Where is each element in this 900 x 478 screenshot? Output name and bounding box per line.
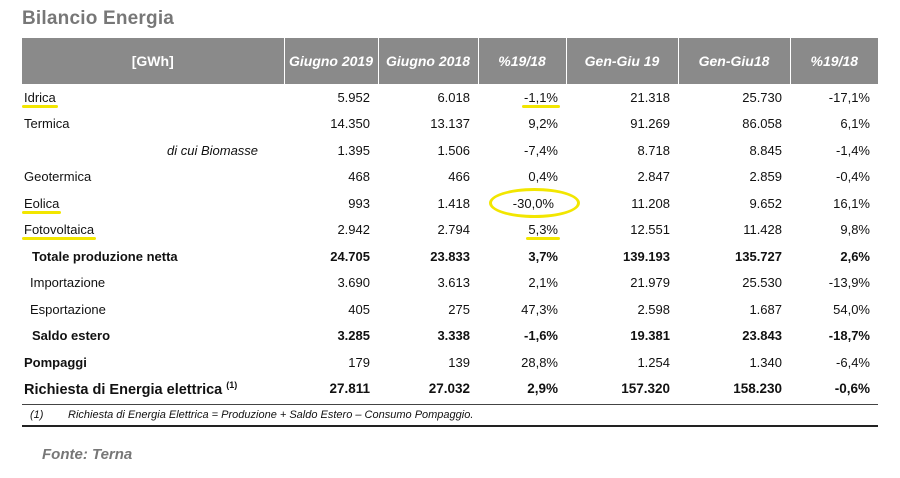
cell: 54,0% [833,301,870,317]
cell: 23.833 [430,248,470,264]
cell: 8.718 [637,142,670,158]
cell: 28,8% [521,354,558,370]
header-pct-month: %19/18 [478,38,566,84]
header-giugno-2019: Giugno 2019 [284,38,378,84]
cell: 468 [348,169,370,185]
footnote-ref: (1) [226,379,238,390]
cell: 139 [448,354,470,370]
cell: 3.613 [437,275,470,291]
cell: 139.193 [623,248,670,264]
row-label: di cui Biomasse [167,142,259,158]
row-label: Esportazione [30,301,106,317]
table-row [22,349,878,376]
cell: 9,2% [528,116,558,132]
cell: 993 [348,195,370,211]
page-title: Bilancio Energia [22,8,175,29]
footnote [30,409,473,421]
table-row-richiesta [22,376,878,403]
cell: 2,9% [527,381,558,397]
cell: 8.845 [749,142,782,158]
energy-balance-table-wrapper [22,38,878,402]
cell: -13,9% [828,275,870,291]
cell: 1.506 [437,142,470,158]
cell: 405 [348,301,370,317]
highlighted-value: -1,1% [524,89,558,105]
highlighted-label-eolica: Eolica [24,195,60,211]
cell: 2.859 [749,169,782,185]
footnote-text: Richiesta di Energia Elettrica = Produzione + Saldo Estero – Consumo Pompaggio. [68,409,474,421]
cell: 14.350 [330,116,370,132]
footnote-number: (1) [30,409,44,421]
row-label: Totale produzione netta [32,248,178,264]
table-row-total [22,243,878,270]
energy-balance-table [22,38,878,402]
footnote-rule-top [22,404,878,405]
header-pct-ytd: %19/18 [790,38,878,84]
cell: -17,1% [828,89,870,105]
cell: 91.269 [630,116,670,132]
cell: 19.381 [630,328,670,344]
header-gen-giu-18: Gen-Giu18 [678,38,790,84]
cell: 179 [348,354,370,370]
row-label [22,376,284,403]
cell: 3.338 [437,328,470,344]
footnote-rule-bottom [22,425,878,427]
circled-value: -30,0% [509,196,558,211]
source-label: Fonte: Terna [42,446,133,463]
cell: 3,7% [528,248,558,264]
cell: 6,1% [840,116,870,132]
table-row [22,190,878,217]
cell: 11.428 [743,222,782,238]
cell: 6.018 [437,89,470,105]
cell: 2,1% [528,275,558,291]
row-label: Geotermica [24,169,92,185]
cell: 1.395 [337,142,370,158]
cell: 16,1% [833,195,870,211]
cell: -7,4% [524,142,558,158]
cell: 27.811 [329,381,370,397]
highlighted-value: 5,3% [528,222,558,238]
cell: 466 [448,169,470,185]
cell: 12.551 [630,222,670,238]
table-row [22,270,878,297]
cell: 9,8% [840,222,870,238]
cell: 275 [448,301,470,317]
highlighted-label-fotovoltaica: Fotovoltaica [24,222,95,238]
cell: 2.794 [437,222,470,238]
cell: -1,6% [524,328,558,344]
cell: 0,4% [528,169,558,185]
cell: 3.690 [337,275,370,291]
cell [478,190,566,217]
table-row [22,84,878,111]
cell: 25.730 [742,89,782,105]
cell: 25.530 [742,275,782,291]
row-label: Importazione [30,275,106,291]
cell: 157.320 [621,381,670,397]
cell: 21.979 [630,275,670,291]
row-label: Pompaggi [24,354,87,370]
row-label [22,190,284,217]
cell: -6,4% [836,354,870,370]
cell: 24.705 [330,248,370,264]
row-label-text: Richiesta di Energia elettrica [24,381,223,398]
table-row [22,137,878,164]
cell: 3.285 [337,328,370,344]
cell: 47,3% [521,301,558,317]
cell: 158.230 [733,381,782,397]
header-gen-giu-19: Gen-Giu 19 [566,38,678,84]
table-row-saldo [22,323,878,350]
cell: -0,6% [834,381,870,397]
table-header-row [22,38,878,84]
cell: 2.942 [337,222,370,238]
row-label [22,217,284,244]
table-row [22,217,878,244]
header-giugno-2018: Giugno 2018 [378,38,478,84]
table-row [22,111,878,138]
cell: 9.652 [749,195,782,211]
cell: -18,7% [828,328,870,344]
row-label [22,84,284,111]
cell: 5.952 [337,89,370,105]
cell: 23.843 [742,328,782,344]
cell: 1.340 [749,354,782,370]
cell: -0,4% [836,169,870,185]
cell: 11.208 [631,195,670,211]
header-unit: [GWh] [131,53,174,69]
cell: 1.687 [749,301,782,317]
cell: 21.318 [630,89,670,105]
row-label: Termica [24,116,70,132]
cell [478,84,566,111]
cell: 1.254 [637,354,670,370]
table-row [22,164,878,191]
cell: 86.058 [742,116,782,132]
table-row [22,296,878,323]
highlighted-label-idrica: Idrica [24,89,56,105]
cell: 27.032 [428,381,470,397]
cell: -1,4% [836,142,870,158]
row-label: Saldo estero [32,328,111,344]
cell: 135.727 [735,248,782,264]
cell: 1.418 [437,195,470,211]
cell: 2,6% [840,248,870,264]
cell: 13.137 [430,116,470,132]
cell [478,217,566,244]
cell: 2.598 [637,301,670,317]
cell: 2.847 [637,169,670,185]
